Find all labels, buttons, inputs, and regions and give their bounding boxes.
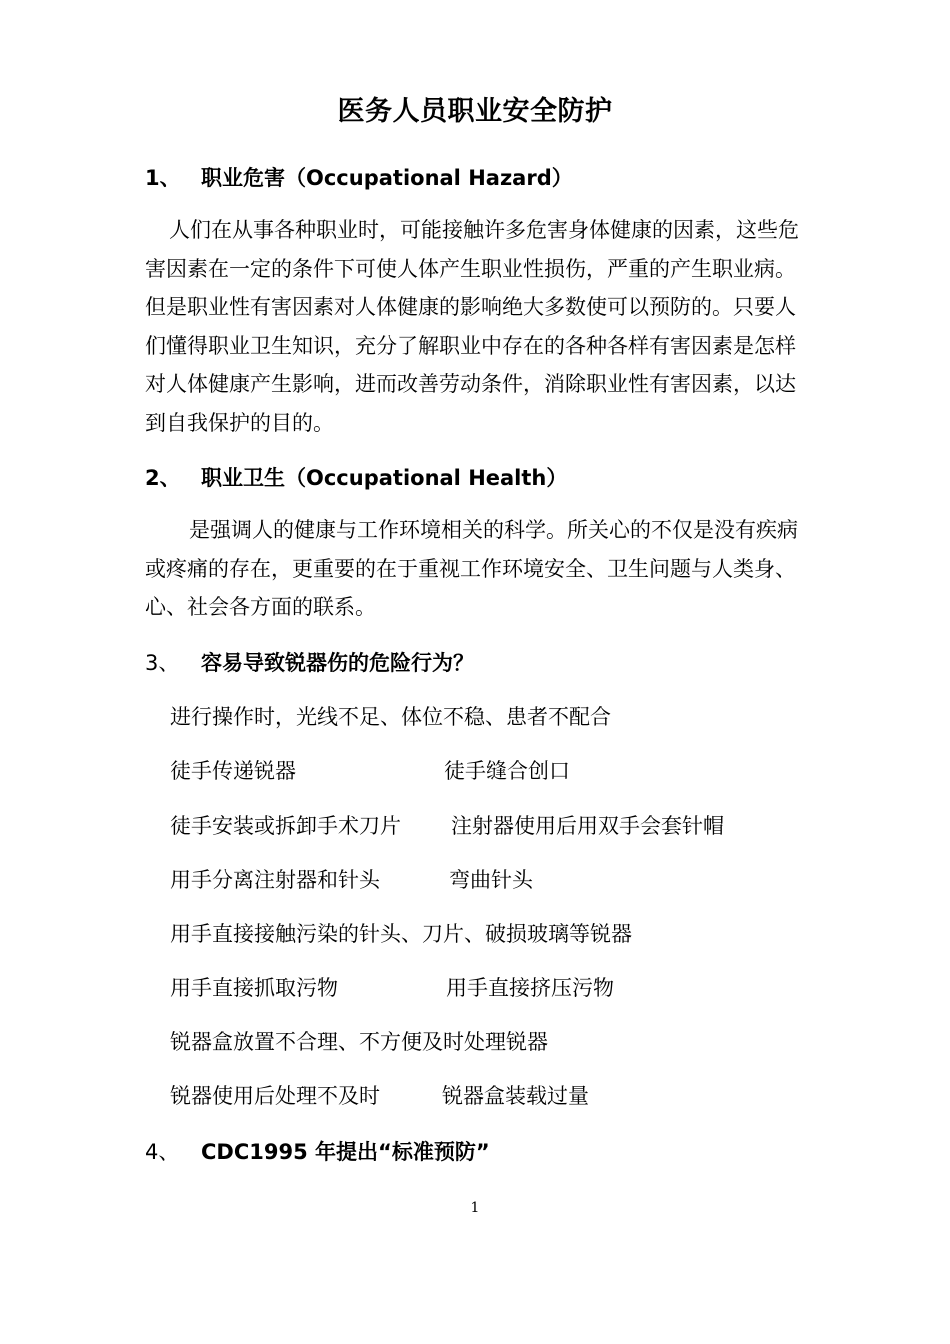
risk-item: 徒手传递锐器 bbox=[170, 759, 296, 783]
risk-item-row-4 bbox=[170, 865, 533, 895]
section-4-heading bbox=[145, 1137, 490, 1167]
section-4-title: CDC1995 年提出“标准预防” bbox=[201, 1140, 490, 1164]
section-1-heading bbox=[145, 163, 573, 193]
risk-item-row-3 bbox=[170, 811, 724, 841]
risk-item-row-1 bbox=[170, 702, 611, 732]
section-2-number: 2、 bbox=[145, 466, 181, 490]
section-3-heading bbox=[145, 648, 474, 678]
risk-item: 用手直接挤压污物 bbox=[446, 976, 614, 1000]
page-title: 医务人员职业安全防护 bbox=[337, 96, 613, 127]
risk-item-row-8 bbox=[170, 1081, 589, 1111]
section-2-body: 是强调人的健康与工作环境相关的科学。所关心的不仅是没有疾病或疼痛的存在，更重要的在于重视工作环境安全、卫生问题与人类身、心、社会各方面的联系。 bbox=[145, 518, 798, 620]
page-number: 1 bbox=[470, 1200, 480, 1216]
risk-item: 用手直接接触污染的针头、刀片、破损玻璃等锐器 bbox=[170, 922, 632, 946]
risk-item-row-6 bbox=[170, 973, 614, 1003]
risk-item: 徒手安装或拆卸手术刀片 bbox=[170, 814, 401, 838]
section-2-heading bbox=[145, 463, 567, 493]
section-2-title: 职业卫生（Occupational Health） bbox=[201, 466, 568, 490]
section-1-number: 1、 bbox=[145, 166, 181, 190]
section-4-number: 4、 bbox=[145, 1140, 180, 1164]
risk-item: 锐器使用后处理不及时 bbox=[170, 1084, 380, 1108]
risk-item: 注射器使用后用双手会套针帽 bbox=[451, 814, 724, 838]
section-3-number: 3、 bbox=[145, 651, 180, 675]
risk-item-row-5 bbox=[170, 919, 632, 949]
risk-item: 用手直接抓取污物 bbox=[170, 976, 338, 1000]
risk-item: 徒手缝合创口 bbox=[444, 759, 570, 783]
section-3-title: 容易导致锐器伤的危险行为？ bbox=[201, 651, 474, 675]
section-1-title: 职业危害（Occupational Hazard） bbox=[201, 166, 573, 190]
risk-item-row-7 bbox=[170, 1027, 548, 1057]
risk-item: 用手分离注射器和针头 bbox=[170, 868, 380, 892]
risk-item-row-2 bbox=[170, 756, 570, 786]
risk-item: 锐器盒装载过量 bbox=[442, 1084, 589, 1108]
risk-item: 弯曲针头 bbox=[449, 868, 533, 892]
risk-item: 进行操作时，光线不足、体位不稳、患者不配合 bbox=[170, 705, 611, 729]
section-1-body: 人们在从事各种职业时，可能接触许多危害身体健康的因素，这些危害因素在一定的条件下可使人体产生职业性损伤，严重的产生职业病。但是职业性有害因素对人体健康的影响绝大多数使可以预防的。只要人们懂得职业卫生知识，充分了解职业中存在的各种各样有害因素是怎样对人体健康产生影响，进而改善劳动条件，消除职业性有害因素，以达到自我保护的目的。 bbox=[145, 218, 799, 435]
risk-item: 锐器盒放置不合理、不方便及时处理锐器 bbox=[170, 1030, 548, 1054]
